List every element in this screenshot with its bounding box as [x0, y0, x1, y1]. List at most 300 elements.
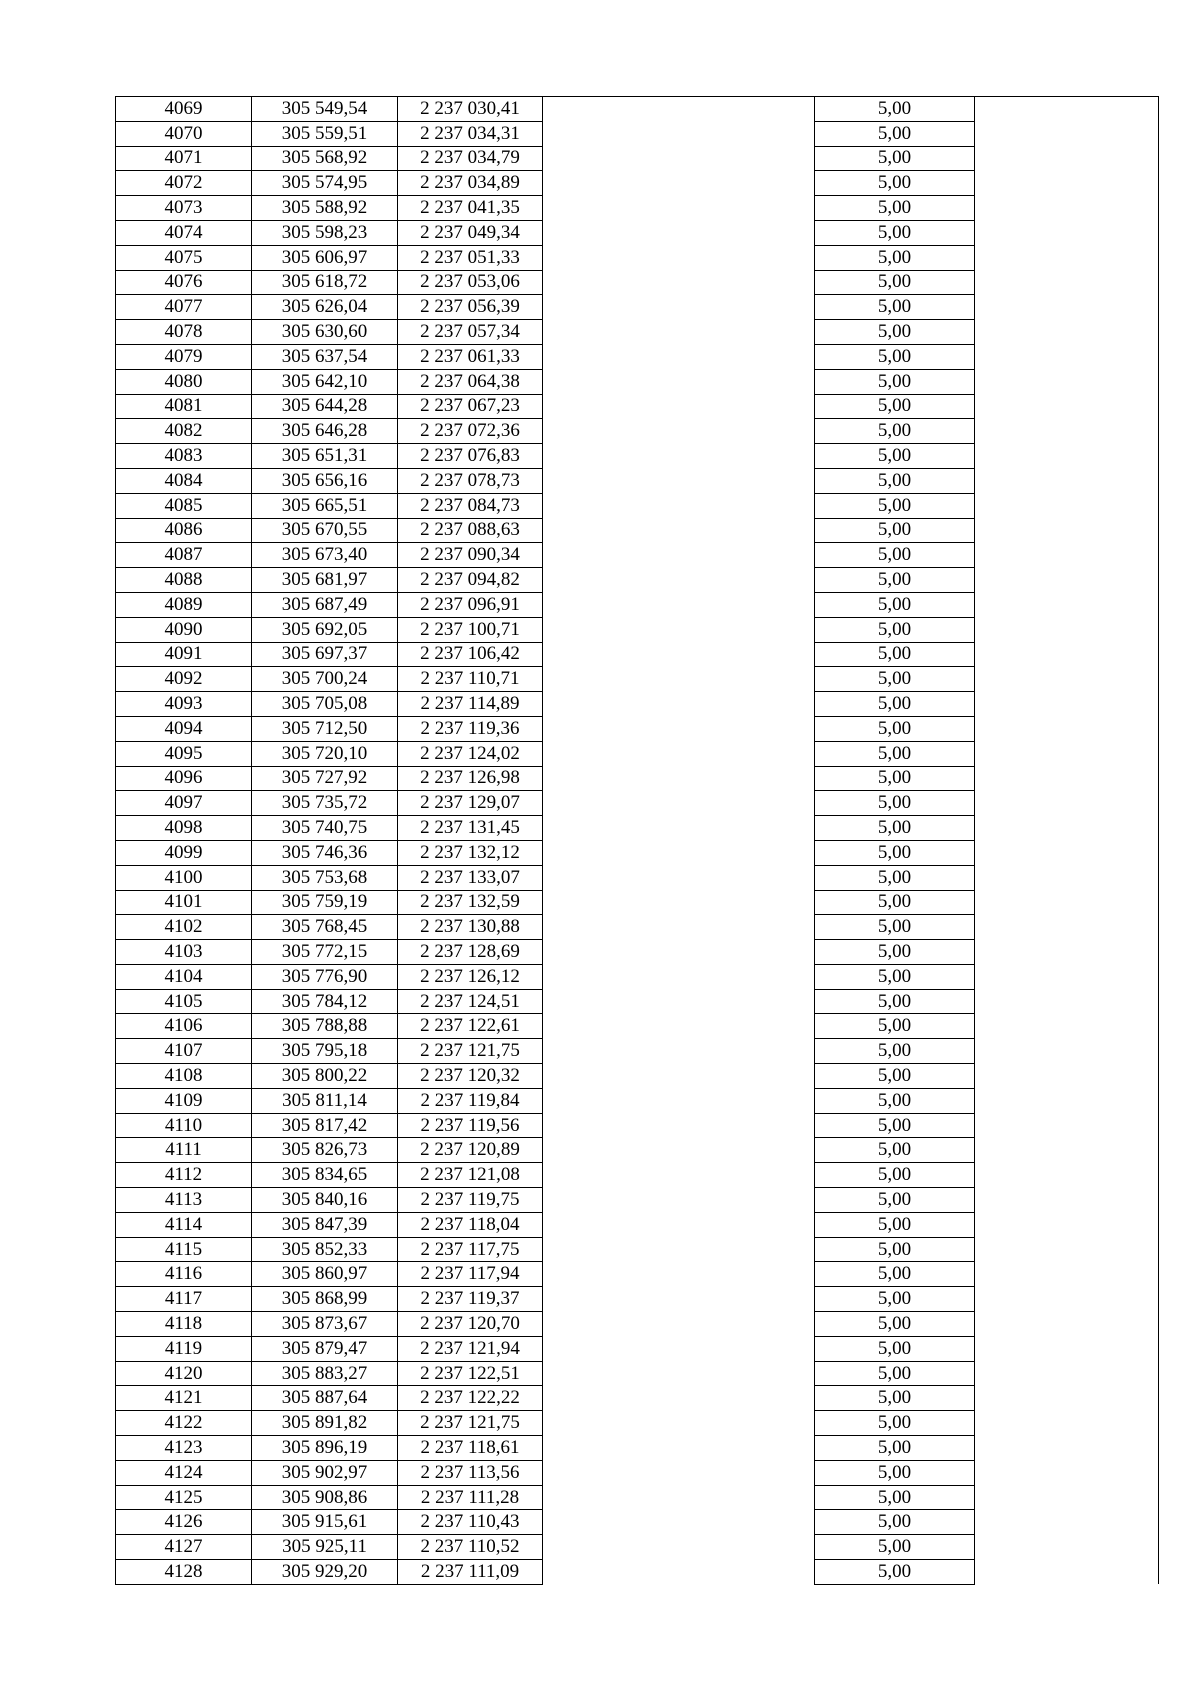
- empty-cell: [543, 1039, 815, 1064]
- table-row: [116, 1014, 1159, 1039]
- table-row: [116, 270, 1159, 295]
- table-row: [116, 692, 1159, 717]
- x-coordinate-cell: 305 896,19: [252, 1436, 398, 1461]
- x-coordinate-cell: 305 692,05: [252, 617, 398, 642]
- empty-cell: [543, 1237, 815, 1262]
- x-coordinate-cell: 305 720,10: [252, 741, 398, 766]
- x-coordinate-cell: 305 618,72: [252, 270, 398, 295]
- point-number-cell: 4106: [116, 1014, 252, 1039]
- empty-cell: [543, 890, 815, 915]
- table-row: [116, 890, 1159, 915]
- empty-cell: [975, 915, 1159, 940]
- y-coordinate-cell: 2 237 128,69: [398, 940, 543, 965]
- table-row: [116, 964, 1159, 989]
- value-cell: 5,00: [815, 716, 975, 741]
- empty-cell: [543, 1535, 815, 1560]
- empty-cell: [543, 915, 815, 940]
- empty-cell: [543, 1064, 815, 1089]
- y-coordinate-cell: 2 237 110,52: [398, 1535, 543, 1560]
- empty-cell: [543, 617, 815, 642]
- table-row: [116, 617, 1159, 642]
- value-cell: 5,00: [815, 617, 975, 642]
- y-coordinate-cell: 2 237 096,91: [398, 592, 543, 617]
- x-coordinate-cell: 305 902,97: [252, 1460, 398, 1485]
- empty-cell: [975, 1411, 1159, 1436]
- empty-cell: [975, 592, 1159, 617]
- empty-cell: [975, 716, 1159, 741]
- y-coordinate-cell: 2 237 121,75: [398, 1039, 543, 1064]
- point-number-cell: 4092: [116, 667, 252, 692]
- empty-cell: [543, 716, 815, 741]
- value-cell: 5,00: [815, 419, 975, 444]
- x-coordinate-cell: 305 727,92: [252, 766, 398, 791]
- table-row: [116, 1386, 1159, 1411]
- point-number-cell: 4125: [116, 1485, 252, 1510]
- empty-cell: [975, 146, 1159, 171]
- point-number-cell: 4078: [116, 320, 252, 345]
- y-coordinate-cell: 2 237 132,59: [398, 890, 543, 915]
- empty-cell: [975, 419, 1159, 444]
- point-number-cell: 4101: [116, 890, 252, 915]
- y-coordinate-cell: 2 237 111,09: [398, 1560, 543, 1585]
- table-row: [116, 1287, 1159, 1312]
- point-number-cell: 4111: [116, 1138, 252, 1163]
- empty-cell: [975, 97, 1159, 122]
- table-row: [116, 940, 1159, 965]
- empty-cell: [975, 766, 1159, 791]
- x-coordinate-cell: 305 852,33: [252, 1237, 398, 1262]
- x-coordinate-cell: 305 697,37: [252, 642, 398, 667]
- y-coordinate-cell: 2 237 061,33: [398, 344, 543, 369]
- empty-cell: [975, 270, 1159, 295]
- x-coordinate-cell: 305 811,14: [252, 1088, 398, 1113]
- table-row: [116, 1460, 1159, 1485]
- table-row: [116, 220, 1159, 245]
- empty-cell: [543, 791, 815, 816]
- x-coordinate-cell: 305 847,39: [252, 1212, 398, 1237]
- value-cell: 5,00: [815, 915, 975, 940]
- value-cell: 5,00: [815, 1485, 975, 1510]
- y-coordinate-cell: 2 237 122,22: [398, 1386, 543, 1411]
- y-coordinate-cell: 2 237 030,41: [398, 97, 543, 122]
- empty-cell: [543, 468, 815, 493]
- table-row: [116, 1411, 1159, 1436]
- y-coordinate-cell: 2 237 078,73: [398, 468, 543, 493]
- empty-cell: [543, 692, 815, 717]
- value-cell: 5,00: [815, 245, 975, 270]
- x-coordinate-cell: 305 834,65: [252, 1163, 398, 1188]
- value-cell: 5,00: [815, 1287, 975, 1312]
- point-number-cell: 4088: [116, 568, 252, 593]
- y-coordinate-cell: 2 237 034,79: [398, 146, 543, 171]
- x-coordinate-cell: 305 776,90: [252, 964, 398, 989]
- y-coordinate-cell: 2 237 049,34: [398, 220, 543, 245]
- value-cell: 5,00: [815, 816, 975, 841]
- table-row: [116, 518, 1159, 543]
- point-number-cell: 4102: [116, 915, 252, 940]
- empty-cell: [543, 543, 815, 568]
- x-coordinate-cell: 305 606,97: [252, 245, 398, 270]
- point-number-cell: 4096: [116, 766, 252, 791]
- empty-cell: [543, 642, 815, 667]
- empty-cell: [543, 1138, 815, 1163]
- empty-cell: [975, 840, 1159, 865]
- point-number-cell: 4082: [116, 419, 252, 444]
- point-number-cell: 4113: [116, 1188, 252, 1213]
- empty-cell: [975, 444, 1159, 469]
- point-number-cell: 4075: [116, 245, 252, 270]
- value-cell: 5,00: [815, 865, 975, 890]
- point-number-cell: 4100: [116, 865, 252, 890]
- value-cell: 5,00: [815, 295, 975, 320]
- point-number-cell: 4116: [116, 1262, 252, 1287]
- x-coordinate-cell: 305 860,97: [252, 1262, 398, 1287]
- empty-cell: [975, 468, 1159, 493]
- value-cell: 5,00: [815, 791, 975, 816]
- empty-cell: [975, 1113, 1159, 1138]
- x-coordinate-cell: 305 753,68: [252, 865, 398, 890]
- empty-cell: [975, 493, 1159, 518]
- value-cell: 5,00: [815, 320, 975, 345]
- empty-cell: [543, 196, 815, 221]
- y-coordinate-cell: 2 237 121,75: [398, 1411, 543, 1436]
- y-coordinate-cell: 2 237 090,34: [398, 543, 543, 568]
- value-cell: 5,00: [815, 270, 975, 295]
- empty-cell: [975, 1188, 1159, 1213]
- y-coordinate-cell: 2 237 124,51: [398, 989, 543, 1014]
- x-coordinate-cell: 305 759,19: [252, 890, 398, 915]
- value-cell: 5,00: [815, 568, 975, 593]
- x-coordinate-cell: 305 784,12: [252, 989, 398, 1014]
- empty-cell: [543, 270, 815, 295]
- empty-cell: [975, 344, 1159, 369]
- point-number-cell: 4084: [116, 468, 252, 493]
- table-row: [116, 419, 1159, 444]
- x-coordinate-cell: 305 574,95: [252, 171, 398, 196]
- y-coordinate-cell: 2 237 088,63: [398, 518, 543, 543]
- point-number-cell: 4086: [116, 518, 252, 543]
- x-coordinate-cell: 305 746,36: [252, 840, 398, 865]
- table-row: [116, 295, 1159, 320]
- point-number-cell: 4089: [116, 592, 252, 617]
- empty-cell: [975, 1014, 1159, 1039]
- table-row: [116, 766, 1159, 791]
- value-cell: 5,00: [815, 592, 975, 617]
- table-row: [116, 791, 1159, 816]
- empty-cell: [543, 1287, 815, 1312]
- empty-cell: [543, 1163, 815, 1188]
- table-row: [116, 1262, 1159, 1287]
- empty-cell: [975, 1460, 1159, 1485]
- point-number-cell: 4121: [116, 1386, 252, 1411]
- table-row: [116, 1039, 1159, 1064]
- empty-cell: [543, 369, 815, 394]
- value-cell: 5,00: [815, 989, 975, 1014]
- value-cell: 5,00: [815, 1262, 975, 1287]
- y-coordinate-cell: 2 237 120,70: [398, 1312, 543, 1337]
- empty-cell: [975, 1312, 1159, 1337]
- point-number-cell: 4118: [116, 1312, 252, 1337]
- value-cell: 5,00: [815, 518, 975, 543]
- x-coordinate-cell: 305 705,08: [252, 692, 398, 717]
- point-number-cell: 4124: [116, 1460, 252, 1485]
- value-cell: 5,00: [815, 1510, 975, 1535]
- empty-cell: [543, 1411, 815, 1436]
- empty-cell: [975, 245, 1159, 270]
- x-coordinate-cell: 305 840,16: [252, 1188, 398, 1213]
- point-number-cell: 4077: [116, 295, 252, 320]
- empty-cell: [975, 667, 1159, 692]
- empty-cell: [975, 1386, 1159, 1411]
- empty-cell: [543, 245, 815, 270]
- x-coordinate-cell: 305 568,92: [252, 146, 398, 171]
- table-row: [116, 1336, 1159, 1361]
- x-coordinate-cell: 305 929,20: [252, 1560, 398, 1585]
- table-row: [116, 493, 1159, 518]
- x-coordinate-cell: 305 735,72: [252, 791, 398, 816]
- y-coordinate-cell: 2 237 119,36: [398, 716, 543, 741]
- point-number-cell: 4114: [116, 1212, 252, 1237]
- y-coordinate-cell: 2 237 100,71: [398, 617, 543, 642]
- value-cell: 5,00: [815, 1535, 975, 1560]
- empty-cell: [975, 1039, 1159, 1064]
- table-row: [116, 1212, 1159, 1237]
- value-cell: 5,00: [815, 1138, 975, 1163]
- empty-cell: [543, 568, 815, 593]
- x-coordinate-cell: 305 656,16: [252, 468, 398, 493]
- empty-cell: [975, 816, 1159, 841]
- empty-cell: [543, 1361, 815, 1386]
- y-coordinate-cell: 2 237 111,28: [398, 1485, 543, 1510]
- point-number-cell: 4090: [116, 617, 252, 642]
- table-row: [116, 592, 1159, 617]
- empty-cell: [975, 964, 1159, 989]
- empty-cell: [975, 890, 1159, 915]
- empty-cell: [975, 369, 1159, 394]
- value-cell: 5,00: [815, 766, 975, 791]
- empty-cell: [975, 1064, 1159, 1089]
- table-row: [116, 1312, 1159, 1337]
- x-coordinate-cell: 305 772,15: [252, 940, 398, 965]
- y-coordinate-cell: 2 237 117,75: [398, 1237, 543, 1262]
- table-row: [116, 444, 1159, 469]
- empty-cell: [543, 444, 815, 469]
- empty-cell: [543, 964, 815, 989]
- table-row: [116, 245, 1159, 270]
- point-number-cell: 4115: [116, 1237, 252, 1262]
- empty-cell: [543, 1460, 815, 1485]
- x-coordinate-cell: 305 873,67: [252, 1312, 398, 1337]
- empty-cell: [975, 1485, 1159, 1510]
- value-cell: 5,00: [815, 121, 975, 146]
- value-cell: 5,00: [815, 692, 975, 717]
- empty-cell: [543, 1113, 815, 1138]
- y-coordinate-cell: 2 237 084,73: [398, 493, 543, 518]
- point-number-cell: 4117: [116, 1287, 252, 1312]
- table-row: [116, 1138, 1159, 1163]
- value-cell: 5,00: [815, 642, 975, 667]
- point-number-cell: 4073: [116, 196, 252, 221]
- empty-cell: [975, 1535, 1159, 1560]
- y-coordinate-cell: 2 237 133,07: [398, 865, 543, 890]
- point-number-cell: 4087: [116, 543, 252, 568]
- table-row: [116, 146, 1159, 171]
- empty-cell: [543, 295, 815, 320]
- value-cell: 5,00: [815, 444, 975, 469]
- y-coordinate-cell: 2 237 114,89: [398, 692, 543, 717]
- point-number-cell: 4119: [116, 1336, 252, 1361]
- y-coordinate-cell: 2 237 129,07: [398, 791, 543, 816]
- table-row: [116, 1436, 1159, 1461]
- empty-cell: [975, 196, 1159, 221]
- empty-cell: [975, 1336, 1159, 1361]
- empty-cell: [543, 121, 815, 146]
- empty-cell: [975, 1361, 1159, 1386]
- value-cell: 5,00: [815, 1163, 975, 1188]
- x-coordinate-cell: 305 646,28: [252, 419, 398, 444]
- value-cell: 5,00: [815, 196, 975, 221]
- y-coordinate-cell: 2 237 118,04: [398, 1212, 543, 1237]
- empty-cell: [975, 791, 1159, 816]
- empty-cell: [543, 1386, 815, 1411]
- value-cell: 5,00: [815, 468, 975, 493]
- empty-cell: [975, 568, 1159, 593]
- y-coordinate-cell: 2 237 122,51: [398, 1361, 543, 1386]
- value-cell: 5,00: [815, 1237, 975, 1262]
- empty-cell: [543, 1336, 815, 1361]
- empty-cell: [543, 518, 815, 543]
- empty-cell: [543, 1188, 815, 1213]
- y-coordinate-cell: 2 237 119,75: [398, 1188, 543, 1213]
- value-cell: 5,00: [815, 97, 975, 122]
- point-number-cell: 4076: [116, 270, 252, 295]
- value-cell: 5,00: [815, 1188, 975, 1213]
- x-coordinate-cell: 305 681,97: [252, 568, 398, 593]
- x-coordinate-cell: 305 651,31: [252, 444, 398, 469]
- y-coordinate-cell: 2 237 120,89: [398, 1138, 543, 1163]
- x-coordinate-cell: 305 559,51: [252, 121, 398, 146]
- y-coordinate-cell: 2 237 119,84: [398, 1088, 543, 1113]
- value-cell: 5,00: [815, 667, 975, 692]
- table-row: [116, 1510, 1159, 1535]
- point-number-cell: 4127: [116, 1535, 252, 1560]
- empty-cell: [975, 940, 1159, 965]
- table-row: [116, 816, 1159, 841]
- empty-cell: [543, 1485, 815, 1510]
- empty-cell: [975, 121, 1159, 146]
- value-cell: 5,00: [815, 369, 975, 394]
- empty-cell: [975, 1088, 1159, 1113]
- empty-cell: [975, 394, 1159, 419]
- x-coordinate-cell: 305 642,10: [252, 369, 398, 394]
- table-row: [116, 716, 1159, 741]
- y-coordinate-cell: 2 237 110,43: [398, 1510, 543, 1535]
- empty-cell: [543, 493, 815, 518]
- value-cell: 5,00: [815, 1411, 975, 1436]
- empty-cell: [543, 1436, 815, 1461]
- point-number-cell: 4112: [116, 1163, 252, 1188]
- table-row: [116, 741, 1159, 766]
- empty-cell: [975, 741, 1159, 766]
- value-cell: 5,00: [815, 840, 975, 865]
- table-row: [116, 1485, 1159, 1510]
- empty-cell: [975, 1510, 1159, 1535]
- x-coordinate-cell: 305 637,54: [252, 344, 398, 369]
- point-number-cell: 4120: [116, 1361, 252, 1386]
- table-row: [116, 915, 1159, 940]
- point-number-cell: 4128: [116, 1560, 252, 1585]
- empty-cell: [543, 171, 815, 196]
- point-number-cell: 4080: [116, 369, 252, 394]
- table-row: [116, 865, 1159, 890]
- empty-cell: [975, 989, 1159, 1014]
- table-row: [116, 1560, 1159, 1585]
- x-coordinate-cell: 305 687,49: [252, 592, 398, 617]
- table-row: [116, 568, 1159, 593]
- x-coordinate-cell: 305 712,50: [252, 716, 398, 741]
- value-cell: 5,00: [815, 171, 975, 196]
- x-coordinate-cell: 305 887,64: [252, 1386, 398, 1411]
- value-cell: 5,00: [815, 1361, 975, 1386]
- table-row: [116, 1361, 1159, 1386]
- y-coordinate-cell: 2 237 067,23: [398, 394, 543, 419]
- x-coordinate-cell: 305 879,47: [252, 1336, 398, 1361]
- empty-cell: [543, 320, 815, 345]
- y-coordinate-cell: 2 237 120,32: [398, 1064, 543, 1089]
- empty-cell: [975, 220, 1159, 245]
- x-coordinate-cell: 305 795,18: [252, 1039, 398, 1064]
- point-number-cell: 4098: [116, 816, 252, 841]
- empty-cell: [543, 1510, 815, 1535]
- table-row: [116, 171, 1159, 196]
- y-coordinate-cell: 2 237 121,08: [398, 1163, 543, 1188]
- point-number-cell: 4074: [116, 220, 252, 245]
- point-number-cell: 4093: [116, 692, 252, 717]
- empty-cell: [543, 840, 815, 865]
- y-coordinate-cell: 2 237 034,89: [398, 171, 543, 196]
- x-coordinate-cell: 305 588,92: [252, 196, 398, 221]
- value-cell: 5,00: [815, 890, 975, 915]
- value-cell: 5,00: [815, 1064, 975, 1089]
- y-coordinate-cell: 2 237 121,94: [398, 1336, 543, 1361]
- y-coordinate-cell: 2 237 117,94: [398, 1262, 543, 1287]
- table-row: [116, 1088, 1159, 1113]
- table-row: [116, 369, 1159, 394]
- empty-cell: [975, 295, 1159, 320]
- table-row: [116, 394, 1159, 419]
- coordinates-table-body: [116, 97, 1159, 1585]
- value-cell: 5,00: [815, 1436, 975, 1461]
- y-coordinate-cell: 2 237 076,83: [398, 444, 543, 469]
- empty-cell: [543, 1560, 815, 1585]
- point-number-cell: 4094: [116, 716, 252, 741]
- y-coordinate-cell: 2 237 132,12: [398, 840, 543, 865]
- empty-cell: [543, 1312, 815, 1337]
- empty-cell: [543, 220, 815, 245]
- x-coordinate-cell: 305 626,04: [252, 295, 398, 320]
- x-coordinate-cell: 305 700,24: [252, 667, 398, 692]
- x-coordinate-cell: 305 826,73: [252, 1138, 398, 1163]
- value-cell: 5,00: [815, 741, 975, 766]
- y-coordinate-cell: 2 237 131,45: [398, 816, 543, 841]
- empty-cell: [543, 667, 815, 692]
- empty-cell: [543, 741, 815, 766]
- point-number-cell: 4095: [116, 741, 252, 766]
- empty-cell: [543, 344, 815, 369]
- x-coordinate-cell: 305 908,86: [252, 1485, 398, 1510]
- coordinates-table: [115, 96, 1159, 1585]
- point-number-cell: 4070: [116, 121, 252, 146]
